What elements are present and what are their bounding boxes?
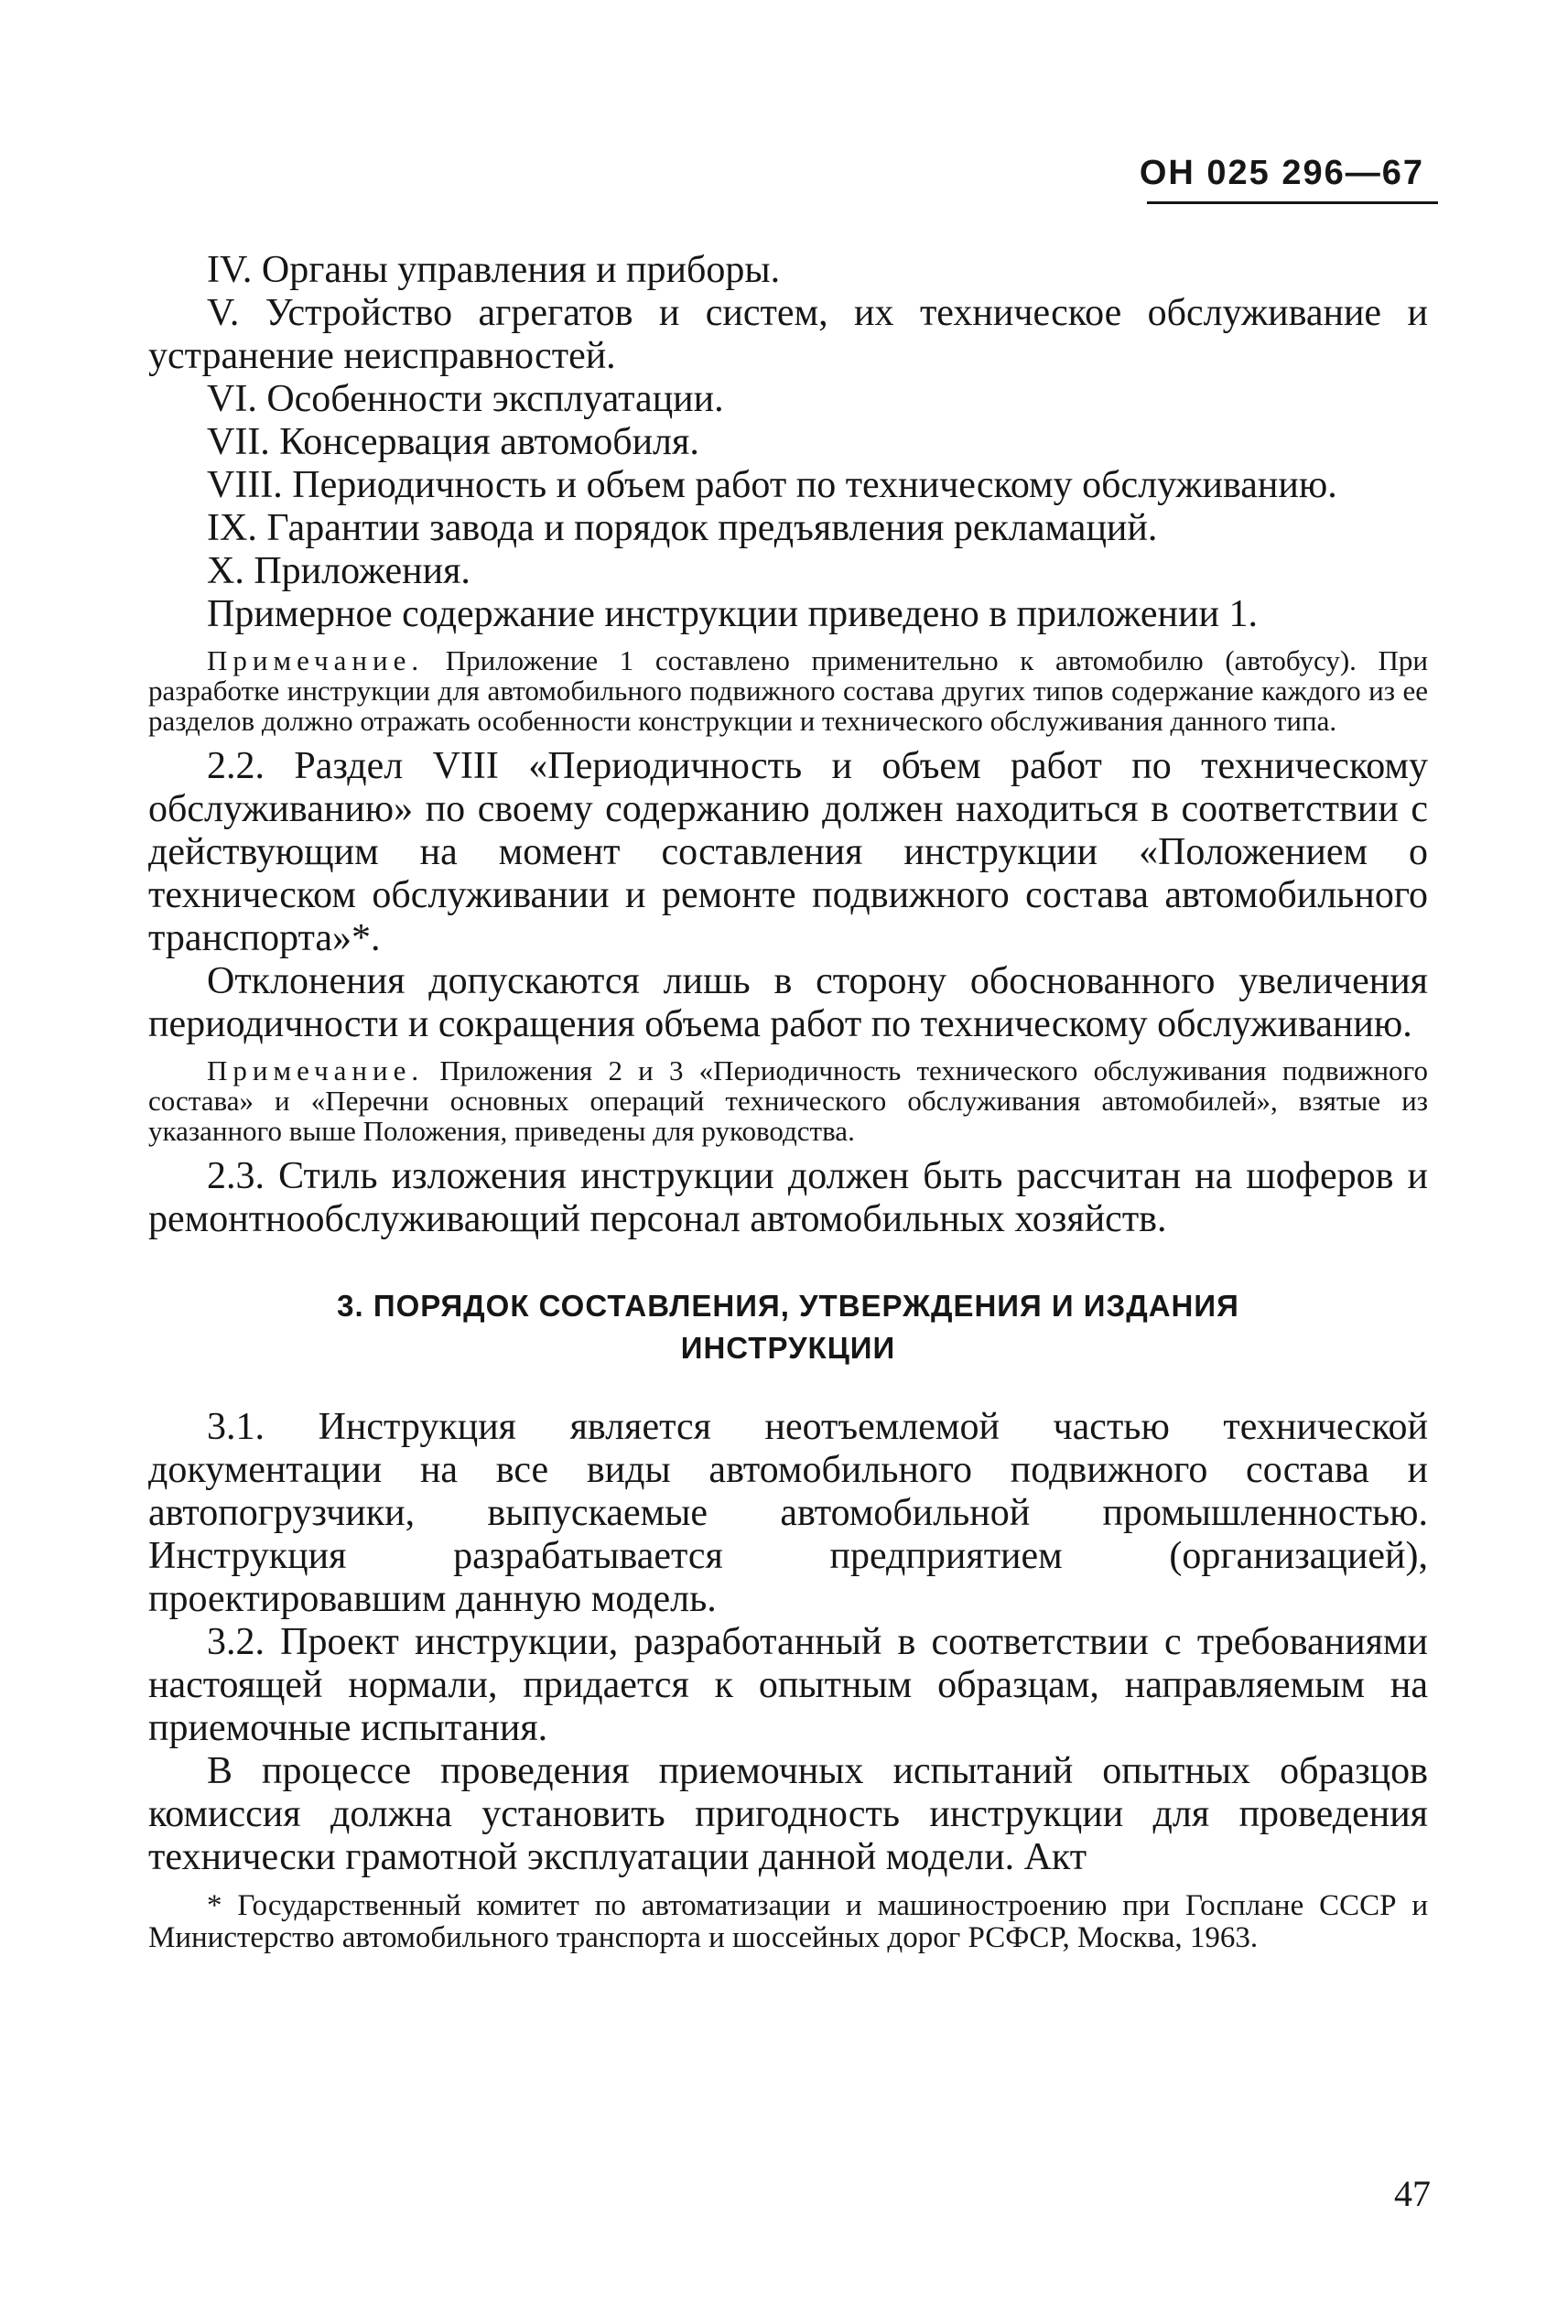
contents-list <box>148 249 1428 593</box>
note-label: Примечание. <box>207 1054 425 1086</box>
paragraph-2-3: 2.3. Стиль изложения инструкции должен быть рассчитан на шоферов и ремонтнообслуживающий персонал автомобильных хозяйств. <box>148 1155 1428 1240</box>
note-paragraph <box>148 1055 1428 1146</box>
acceptance-paragraph: В процессе проведения приемочных испытаний опытных образцов комиссия должна установить пригодность инструкции для проведения технически грамотной эксплуатации данной модели. Акт <box>148 1750 1428 1878</box>
contents-item: VII. Консервация автомобиля. <box>207 421 699 463</box>
paragraph-3-1: 3.1. Инструкция является неотъемлемой частью технической документации на все виды автомобильного подвижного состава и автопогрузчики, выпускаемые автомобильной промышленностью. Инструкция разрабатывается предприятием (организацией), проектировавшим данную модель. <box>148 1406 1428 1620</box>
paragraph-2-2: 2.2. Раздел VIII «Периодичность и объем работ по техническому обслуживанию» по своему содержанию должен находиться в соответствии с действующим на момент составления инструкции «Положением о техническом обслуживании и ремонте подвижного состава автомобильного транспорта»*. <box>148 745 1428 959</box>
note-text: Приложения 2 и 3 «Периодичность технического обслуживания подвижного состава» и «Перечни основных операций технического обслуживания автомобилей», взятые из указанного выше Положения, приведены для руководства. <box>148 1054 1428 1147</box>
deviation-paragraph: Отклонения допускаются лишь в сторону обоснованного увеличения периодичности и сокращения объема работ по техническому обслуживанию. <box>148 960 1428 1045</box>
contents-item: X. Приложения. <box>207 550 470 592</box>
contents-paragraph: Примерное содержание инструкции приведено в приложении 1. <box>207 593 1258 635</box>
section-heading-line: ИНСТРУКЦИИ <box>680 1331 896 1365</box>
note-text: Приложение 1 составлено применительно к автомобилю (автобусу). При разработке инструкции для автомобильного подвижного состава других типов содержание каждого из ее разделов должно отражать особенности конструкции и технического обслуживания данного типа. <box>148 644 1428 737</box>
contents-item: IX. Гарантии завода и порядок предъявления рекламаций. <box>207 507 1158 549</box>
footnote: * Государственный комитет по автоматизации и машиностроению при Госплане СССР и Министерство автомобильного транспорта и шоссейных дорог РСФСР, Москва, 1963. <box>148 1889 1428 1954</box>
contents-item: IV. Органы управления и приборы. <box>207 249 781 291</box>
standard-code: ОН 025 296—67 <box>1139 154 1424 192</box>
section-heading-line: 3. ПОРЯДОК СОСТАВЛЕНИЯ, УТВЕРЖДЕНИЯ И ИЗДАНИЯ <box>337 1289 1239 1323</box>
contents-item: VIII. Периодичность и объем работ по техническому обслуживанию. <box>207 464 1337 506</box>
header-rule <box>1147 201 1438 204</box>
section-heading <box>148 1285 1428 1369</box>
page-number: 47 <box>1394 2173 1431 2214</box>
contents-item: V. Устройство агрегатов и систем, их техническое обслуживание и устранение неисправностей. <box>148 292 1428 377</box>
note-paragraph <box>148 645 1428 736</box>
document-body <box>148 249 1428 1954</box>
paragraph-3-2: 3.2. Проект инструкции, разработанный в соответствии с требованиями настоящей нормали, придается к опытным образцам, направляемым на приемочные испытания. <box>148 1621 1428 1749</box>
note-label: Примечание. <box>207 644 425 676</box>
contents-item: VI. Особенности эксплуатации. <box>207 378 724 420</box>
